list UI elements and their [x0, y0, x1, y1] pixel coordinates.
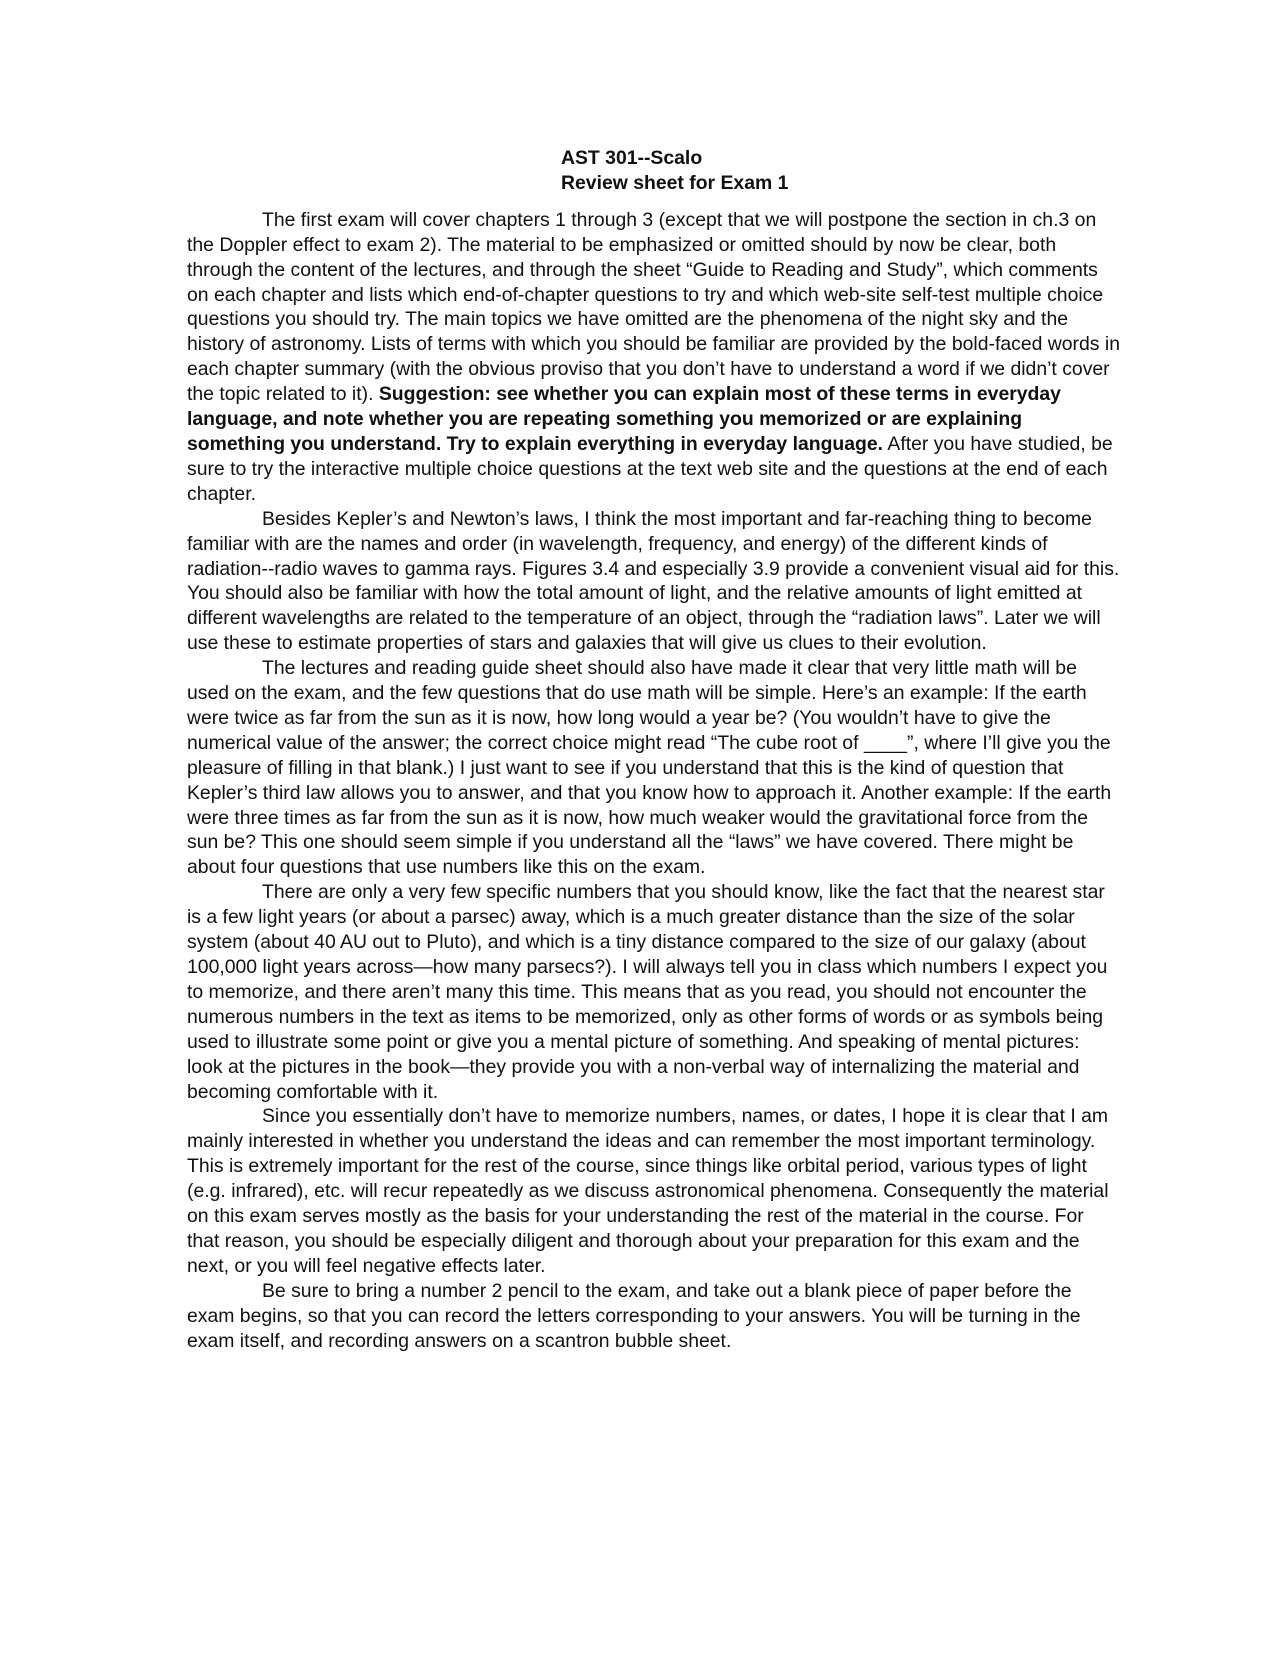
- study-suggestion: Suggestion: see whether you can explain most of these terms in everyday language, and note whether you are repeating something you memorized or are explaining something you understand. Try to explain everything in everyday language.: [187, 383, 1061, 455]
- paragraph-pencil: Be sure to bring a number 2 pencil to the exam, and take out a blank piece of paper before the exam begins, so that you can record the letters corresponding to your answers. You will be turning in the exam itself, and recording answers on a scantron bubble sheet.: [187, 1279, 1081, 1352]
- sheet-title: Review sheet for Exam 1: [561, 171, 789, 194]
- paragraph-math-example: The lectures and reading guide sheet should also have made it clear that very little math will be used on the exam, and the few questions that do use math will be simple. Here’s an example: If the earth were twice as far from the sun as it is now, how long would a year be? (You wouldn’t have to give the numerical value of the answer; the correct choice might read “The cube root of ____”, where I’ll give you the pleasure of filling in that blank.) I just want to see if you understand that this is the kind of question that Kepler’s third law allows you to answer, and that you know how to approach it. Another example: If the earth were three times as far from the sun as it is now, how much weaker would the gravitational force from the sun be? This one should seem simple if you understand all the “laws” we have covered. There might be about four questions that use numbers like this on the exam.: [187, 657, 1112, 879]
- paragraph-numbers: There are only a very few specific numbers that you should know, like the fact that the nearest star is a few light years (or about a parsec) away, which is a much greater distance than the size of the solar system (about 40 AU out to Pluto), and which is a tiny distance compared to the size of our galaxy (about 100,000 light years across—how many parsecs?). I will always tell you in class which numbers I expect you to memorize, and there aren’t many this time. This means that as you read, you should not encounter the numerous numbers in the text as items to be memorized, only as other forms of words or as symbols being used to illustrate some point or give you a mental picture of something. And speaking of mental pictures: look at the pictures in the book—they provide you with a non-verbal way of internalizing the material and becoming comfortable with it.: [187, 881, 1108, 1103]
- paragraph-understanding: Since you essentially don’t have to memorize numbers, names, or dates, I hope it is clear that I am mainly interested in whether you understand the ideas and can remember the most important terminology. This is extremely important for the rest of the course, since things like orbital period, various types of light (e.g. infrared), etc. will recur repeatedly as we discuss astronomical phenomena. Consequently the material on this exam serves mostly as the basis for your understanding the rest of the material in the course. For that reason, you should be especially diligent and thorough about your preparation for this exam and the next, or you will feel negative effects later.: [187, 1105, 1109, 1277]
- paragraph-radiation: Besides Kepler’s and Newton’s laws, I think the most important and far-reaching thing to become familiar with are the names and order (in wavelength, frequency, and energy) of the different kinds of radiation--radio waves to gamma rays. Figures 3.4 and especially 3.9 provide a convenient visual aid for this. You should also be familiar with how the total amount of light, and the relative amounts of light emitted at different wavelengths are related to the temperature of an object, through the “radiation laws”. Later we will use these to estimate properties of stars and galaxies that will give us clues to their evolution.: [187, 507, 1120, 655]
- paragraph-exam-coverage-text: The first exam will cover chapters 1 through 3 (except that we will postpone the section in ch.3 on the Doppler effect to exam 2). The material to be emphasized or omitted should by now be clear, both through the content of the lectures, and through the sheet “Guide to Reading and Study”, which comments on each chapter and lists which end-of-chapter questions to try and which web-site self-test multiple choice questions you should try. The main topics we have omitted are the phenomena of the night sky and the history of astronomy. Lists of terms with which you should be familiar are provided by the bold-faced words in each chapter summary (with the obvious proviso that you don’t have to understand a word if we didn’t cover the topic related to it).: [187, 208, 1120, 406]
- paragraph-exam-coverage: [187, 208, 1120, 507]
- paragraph-exam-coverage-end: After you have studied, be sure to try the interactive multiple choice questions at the text web site and the questions at the end of each chapter.: [187, 432, 1113, 505]
- document-body: [187, 146, 1120, 1354]
- document-header: [561, 146, 1120, 196]
- course-title: AST 301--Scalo: [561, 147, 703, 169]
